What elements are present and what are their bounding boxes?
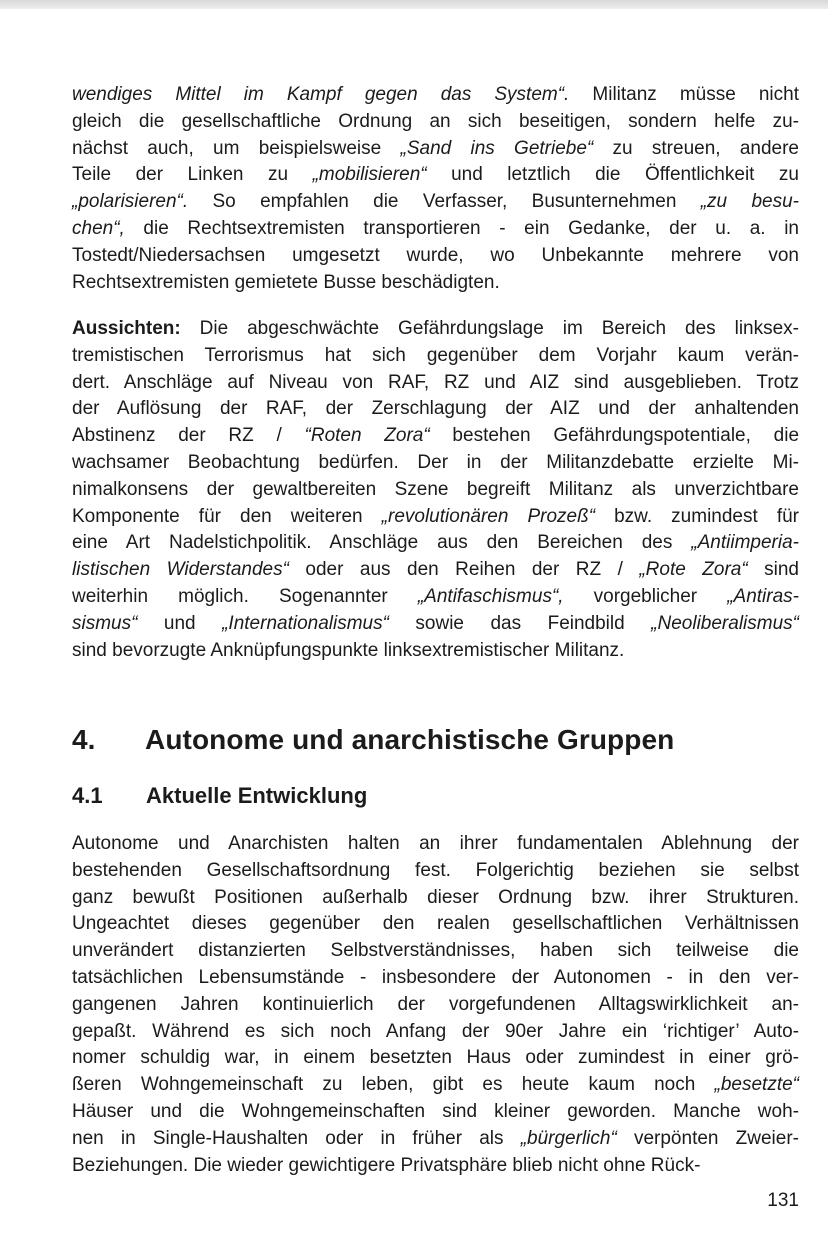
- subsection-number: 4.1: [72, 783, 103, 808]
- text-line: [72, 1019, 799, 1046]
- text-run: gepaßt. Während es sich noch Anfang der 90er Jahre ein ‘richtiger’ Auto-: [72, 1020, 799, 1042]
- italic-quote: „Internationalismus“: [222, 612, 389, 634]
- text-line: [72, 450, 799, 477]
- italic-quote: „besetzte“: [714, 1074, 799, 1096]
- paragraph-militancy-continued: [72, 82, 799, 296]
- subsection-heading-current-development: [72, 783, 367, 809]
- text-run: nomer schuldig war, in einem besetzten Haus oder zumindest in einer grö-: [72, 1047, 799, 1069]
- italic-quote: „polarisieren“.: [72, 191, 189, 213]
- text-line: [72, 1099, 799, 1126]
- text-line: [72, 82, 799, 109]
- page-top-edge: [0, 0, 828, 9]
- text-run: Abstinenz der RZ /: [72, 425, 305, 447]
- bold-label: Aussichten:: [72, 318, 181, 339]
- text-line: [72, 858, 799, 885]
- italic-quote: „zu besu-: [700, 191, 799, 213]
- page-number: 131: [767, 1190, 799, 1211]
- italic-quote: „Sand ins Getriebe“: [400, 137, 594, 159]
- text-run: Ungeachtet dieses gegenüber den realen gesellschaftlichen Verhältnissen: [72, 913, 799, 935]
- text-line: [72, 965, 799, 992]
- text-run: nimalkonsens der gewaltbereiten Szene begreift Militanz als unverzichtbare: [72, 478, 799, 500]
- italic-quote: „Rote Zora“: [639, 559, 748, 581]
- italic-quote: „bürgerlich“: [520, 1127, 617, 1149]
- text-run: So empfahlen die Verfasser, Busunternehmen: [188, 191, 701, 213]
- text-run: Die abgeschwächte Gefährdungslage im Bereich des linksex-: [180, 318, 799, 339]
- text-line: [72, 504, 799, 531]
- text-run: nen in Single-Haushalten oder in früher als: [72, 1127, 521, 1149]
- text-line: [72, 477, 799, 504]
- text-line: [72, 243, 799, 270]
- italic-quote: „revolutionären Prozeß“: [381, 505, 596, 527]
- text-run: sind: [747, 559, 799, 581]
- text-line: [72, 316, 799, 343]
- text-run: und: [137, 612, 223, 634]
- text-line: [72, 396, 799, 423]
- subsection-title: Aktuelle Entwicklung: [146, 783, 368, 808]
- text-line: [72, 638, 799, 665]
- text-run: gangenen Jahren kontinuierlich der vorgefundenen Alltagswirklichkeit an-: [72, 993, 799, 1015]
- text-line: [72, 831, 799, 858]
- text-run: Autonome und Anarchisten halten an ihrer fundamentalen Ablehnung der: [72, 833, 799, 854]
- text-run: Rechtsextremisten gemietete Busse beschädigten.: [72, 271, 500, 293]
- text-line: [72, 423, 799, 450]
- text-line: [72, 938, 799, 965]
- text-line: [72, 162, 799, 189]
- section-number: 4.: [72, 724, 96, 755]
- text-run: dert. Anschläge auf Niveau von RAF, RZ und AIZ sind ausgeblieben. Trotz: [72, 371, 799, 393]
- italic-quote: sismus“: [72, 612, 138, 634]
- text-run: vorgeblicher: [563, 585, 728, 607]
- text-run: eine Art Nadelstichpolitik. Anschläge aus den Bereichen des: [72, 532, 692, 554]
- text-line: [72, 370, 799, 397]
- section-heading-autonomous-groups: [72, 724, 674, 756]
- text-run: tatsächlichen Lebensumstände - insbesondere der Autonomen - in den ver-: [72, 966, 799, 988]
- text-line: [72, 992, 799, 1019]
- italic-quote: „Antiimperia-: [691, 532, 799, 554]
- text-run: Tostedt/Niedersachsen umgesetzt wurde, wo Unbekannte mehrere von: [72, 244, 799, 266]
- text-line: [72, 189, 799, 216]
- text-run: sind bevorzugte Anknüpfungspunkte linksextremistischer Militanz.: [72, 639, 625, 661]
- text-run: ganz bewußt Positionen außerhalb dieser Ordnung bzw. ihrer Strukturen.: [72, 886, 799, 908]
- text-run: Beziehungen. Die wieder gewichtigere Privatsphäre blieb nicht ohne Rück-: [72, 1154, 701, 1176]
- text-run: bestehenden Gesellschaftsordnung fest. Folgerichtig beziehen sie selbst: [72, 859, 799, 881]
- text-line: [72, 136, 799, 163]
- text-line: [72, 530, 799, 557]
- italic-quote: “Roten Zora“: [304, 425, 430, 447]
- italic-quote: listischen Widerstandes“: [72, 559, 289, 581]
- text-run: gleich die gesellschaftliche Ordnung an sich beseitigen, sondern helfe zu-: [72, 110, 799, 132]
- paragraph-autonomists-development: [72, 831, 799, 1179]
- text-run: bestehen Gefährdungspotentiale, die: [429, 425, 800, 447]
- text-line: [72, 343, 799, 370]
- text-line: [72, 1045, 799, 1072]
- italic-quote: „Neoliberalismus“: [651, 612, 799, 634]
- text-run: weiterhin möglich. Sogenannter: [72, 585, 418, 607]
- text-run: Militanz müsse nicht: [569, 84, 799, 105]
- text-run: und letztlich die Öffentlichkeit zu: [426, 164, 799, 186]
- text-run: Komponente für den weiteren: [72, 505, 382, 527]
- italic-quote: „Antifaschismus“,: [417, 585, 564, 607]
- text-line: [72, 270, 799, 297]
- text-run: unverändert distanzierten Selbstverständnisses, haben sich teilweise die: [72, 940, 799, 962]
- text-run: sowie das Feindbild: [388, 612, 652, 634]
- italic-quote: „mobilisieren“: [312, 164, 427, 186]
- text-run: die Rechtsextremisten transportieren - ein Gedanke, der u. a. in: [124, 217, 799, 239]
- text-run: oder aus den Reihen der RZ /: [288, 559, 640, 581]
- text-run: Häuser und die Wohngemeinschaften sind kleiner geworden. Manche woh-: [72, 1100, 799, 1122]
- text-run: verpönten Zweier-: [616, 1127, 799, 1149]
- text-run: nächst auch, um beispielsweise: [72, 137, 401, 159]
- text-line: [72, 911, 799, 938]
- italic-quote: „Antiras-: [727, 585, 799, 607]
- text-line: [72, 584, 799, 611]
- text-run: tremistischen Terrorismus hat sich gegenüber dem Vorjahr kaum verän-: [72, 344, 799, 366]
- text-run: der Auflösung der RAF, der Zerschlagung der AIZ und der anhaltenden: [72, 398, 799, 420]
- text-line: [72, 1072, 799, 1099]
- text-run: zu streuen, andere: [593, 137, 799, 159]
- text-line: [72, 1153, 799, 1180]
- text-run: ßeren Wohngemeinschaft zu leben, gibt es heute kaum noch: [72, 1074, 715, 1096]
- paragraph-outlook: [72, 316, 799, 664]
- italic-quote: wendiges Mittel im Kampf gegen das System“.: [72, 84, 570, 105]
- text-run: wachsamer Beobachtung bedürfen. Der in der Militanzdebatte erzielte Mi-: [72, 451, 799, 473]
- text-line: [72, 557, 799, 584]
- text-line: [72, 611, 799, 638]
- text-line: [72, 216, 799, 243]
- text-run: bzw. zumindest für: [595, 505, 800, 527]
- section-title: Autonome und anarchistische Gruppen: [145, 724, 675, 755]
- text-line: [72, 1126, 799, 1153]
- italic-quote: chen“,: [72, 217, 125, 239]
- text-line: [72, 109, 799, 136]
- text-run: Teile der Linken zu: [72, 164, 313, 186]
- text-line: [72, 885, 799, 912]
